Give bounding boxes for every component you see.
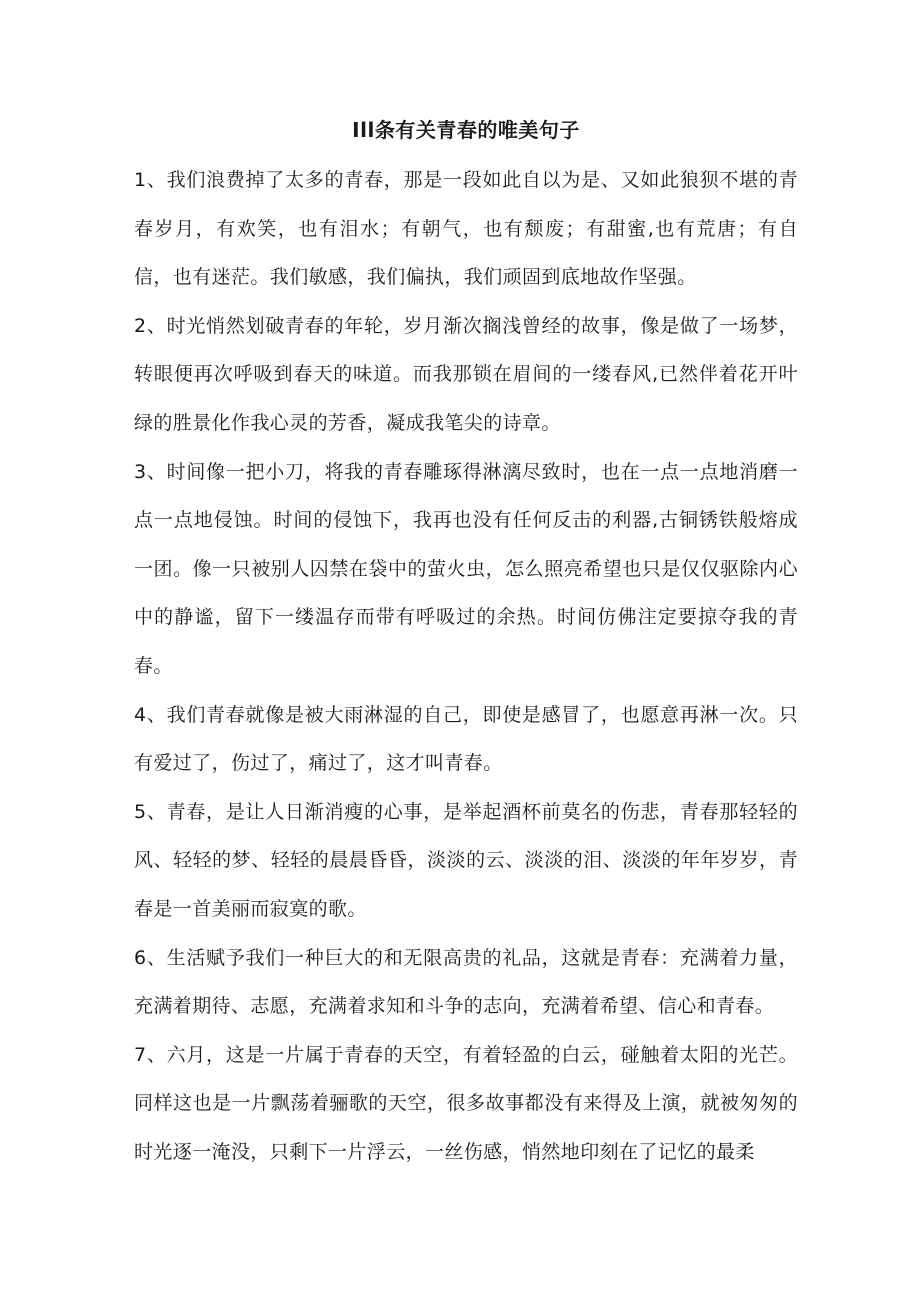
paragraph-2: 2、时光悄然划破青春的年轮，岁月渐次搁浅曾经的故事，像是做了一场梦，转眼便再次呼吸到春天的味道。而我那锁在眉间的一缕春风,已然伴着花开叶绿的胜景化作我心灵的芳香，凝成我笔尖的诗章。 (134, 314, 798, 434)
paragraph-5: 5、青春，是让人日渐消瘦的心事，是举起酒杯前莫名的伤悲，青春那轻轻的风、轻轻的梦、轻轻的晨晨昏昏，淡淡的云、淡淡的泪、淡淡的年年岁岁，青春是一首美丽而寂寞的歌。 (134, 800, 798, 920)
paragraph-1: 1、我们浪费掉了太多的青春，那是一段如此自以为是、又如此狼狈不堪的青春岁月，有欢笑，也有泪水；有朝气，也有颓废；有甜蜜,也有荒唐；有自信，也有迷茫。我们敏感，我们偏执，我们顽固到底地故作坚强。 (134, 169, 798, 289)
document-title: Ill条有关青春的唯美句子 (352, 118, 580, 142)
paragraph-7: 7、六月，这是一片属于青春的天空，有着轻盈的白云，碰触着太阳的光芒。同样这也是一片飘荡着骊歌的天空，很多故事都没有来得及上演，就被匆匆的时光逐一淹没，只剩下一片浮云，一丝伤感，悄然地印刻在了记忆的最柔 (134, 1043, 798, 1163)
paragraph-6: 6、生活赋予我们一种巨大的和无限高贵的礼品，这就是青春：充满着力量，充满着期待、志愿，充满着求知和斗争的志向，充满着希望、信心和青春。 (134, 946, 798, 1018)
paragraph-3: 3、时间像一把小刀，将我的青春雕琢得淋漓尽致时，也在一点一点地消磨一点一点地侵蚀。时间的侵蚀下，我再也没有任何反击的利器,古铜锈铁般熔成一团。像一只被别人囚禁在袋中的萤火虫，怎么照亮希望也只是仅仅驱除内心中的静谧，留下一缕温存而带有呼吸过的余热。时间仿佛注定要掠夺我的青春。 (134, 460, 798, 677)
document-page (134, 112, 798, 1176)
paragraph-4: 4、我们青春就像是被大雨淋湿的自己，即使是感冒了，也愿意再淋一次。只有爱过了，伤过了，痛过了，这才叫青春。 (134, 703, 798, 775)
